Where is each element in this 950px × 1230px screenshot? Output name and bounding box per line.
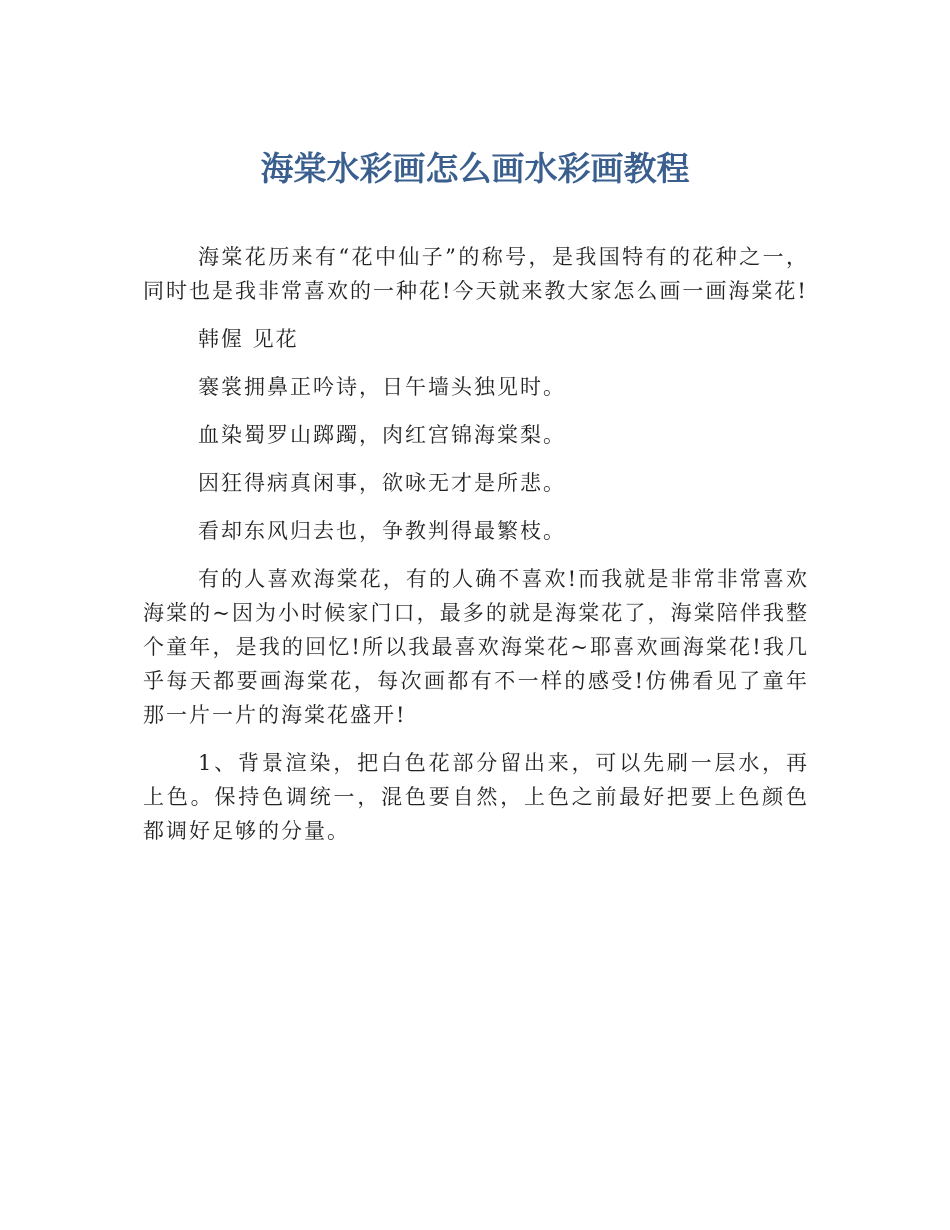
poem-line: 血染蜀罗山踯躅，肉红宫锦海棠梨。 (198, 423, 566, 447)
poem-line: 看却东风归去也，争教判得最繁枝。 (198, 519, 566, 543)
intro-paragraph: 海棠花历来有“花中仙子”的称号，是我国特有的花种之一，同时也是我非常喜欢的一种花!今天就来教大家怎么画一画海棠花! (143, 245, 809, 303)
poem-heading: 韩偓 见花 (198, 327, 299, 351)
poem-line: 因狂得病真闲事，欲咏无才是所悲。 (198, 471, 566, 495)
document-body (143, 240, 809, 862)
body-paragraph: 有的人喜欢海棠花，有的人确不喜欢!而我就是非常非常喜欢海棠的~因为小时候家门口，最多的就是海棠花了，海棠陪伴我整个童年，是我的回忆!所以我最喜欢海棠花~耶喜欢画海棠花!我几乎每天都要画海棠花，每次画都有不一样的感受!仿佛看见了童年那一片一片的海棠花盛开! (143, 567, 809, 727)
step-paragraph: 1、背景渲染，把白色花部分留出来，可以先刷一层水，再上色。保持色调统一，混色要自然，上色之前最好把要上色颜色都调好足够的分量。 (143, 751, 809, 843)
document-title: 海棠水彩画怎么画水彩画教程 (260, 149, 690, 188)
poem-line: 褰裳拥鼻正吟诗，日午墙头独见时。 (198, 375, 566, 399)
